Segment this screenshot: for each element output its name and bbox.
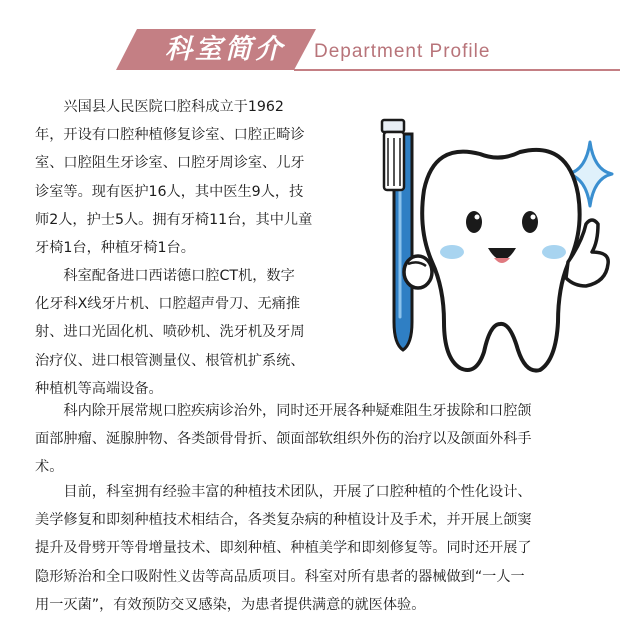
text-line: 年，开设有口腔种植修复诊室、口腔正畸诊 bbox=[35, 127, 305, 144]
text-line: 提升及骨劈开等骨增量技术、即刻种植、种植美学和即刻修复等。同时还开展了 bbox=[35, 540, 532, 557]
header-subtitle: Department Profile bbox=[314, 41, 491, 62]
text-line: 诊室等。现有医护16人，其中医生9人，技 bbox=[35, 183, 304, 200]
text-line: 目前，科室拥有经验丰富的种植技术团队，开展了口腔种植的个性化设计、 bbox=[35, 484, 532, 500]
text-line: 用一灭菌”，有效预防交叉感染，为患者提供满意的就医体验。 bbox=[35, 596, 426, 613]
paragraph-equipment bbox=[35, 262, 360, 403]
text-line: 治疗仪、进口根管测量仪、根管机扩系统、 bbox=[35, 352, 305, 369]
text-line: 种植机等高端设备。 bbox=[35, 380, 163, 397]
text-line: 隐形矫治和全口吸附性义齿等高品质项目。科室对所有患者的器械做到“一人一 bbox=[35, 568, 525, 585]
section-header bbox=[0, 26, 638, 74]
paragraph-implant-team bbox=[35, 478, 605, 619]
text-line: 科内除开展常规口腔疾病诊治外，同时还开展各种疑难阻生牙拔除和口腔颌 bbox=[35, 403, 532, 419]
text-line: 师2人，护士5人。拥有牙椅11台，其中儿童 bbox=[35, 211, 313, 228]
text-line: 面部肿瘤、涎腺肿物、各类颌骨骨折、颌面部软组织外伤的治疗以及颌面外科手 bbox=[35, 431, 532, 448]
text-line: 射、进口光固化机、喷砂机、洗牙机及牙周 bbox=[35, 324, 305, 341]
text-line: 科室配备进口西诺德口腔CT机，数字 bbox=[35, 268, 295, 284]
tooth-with-toothbrush-icon bbox=[372, 112, 622, 387]
text-line: 美学修复和即刻种植技术相结合，各类复杂病的种植设计及手术，并开展上颌窦 bbox=[35, 512, 532, 529]
text-line: 牙椅1台，种植牙椅1台。 bbox=[35, 240, 195, 257]
header-title: 科室简介 bbox=[165, 34, 285, 65]
text-line: 术。 bbox=[35, 459, 64, 476]
text-line: 兴国县人民医院口腔科成立于1962 bbox=[35, 99, 284, 115]
text-line: 化牙科X线牙片机、口腔超声骨刀、无痛推 bbox=[35, 296, 301, 313]
paragraph-services bbox=[35, 397, 605, 482]
paragraph-history bbox=[35, 93, 360, 262]
text-line: 室、口腔阻生牙诊室、口腔牙周诊室、儿牙 bbox=[35, 155, 305, 172]
